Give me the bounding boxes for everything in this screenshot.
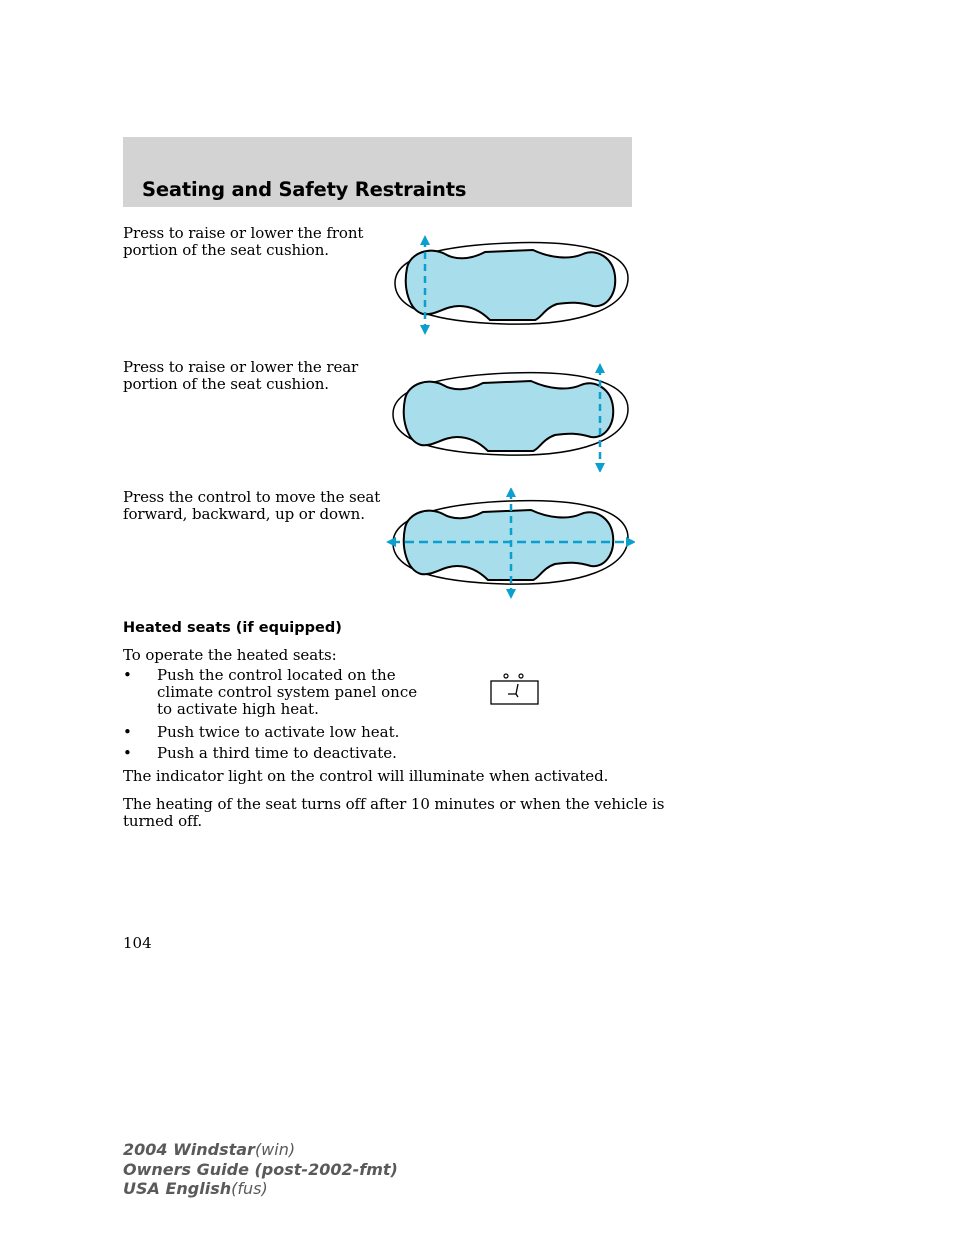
heated-seats-intro: To operate the heated seats: [123, 646, 337, 664]
indicator-paragraph: The indicator light on the control will illuminate when activated. [123, 767, 609, 785]
text-line: Push a third time to deactivate. [157, 744, 397, 762]
seat-front-tilt-control-icon [385, 228, 635, 340]
section-title: Seating and Safety Restraints [142, 178, 467, 201]
text-line: climate control system panel once [157, 683, 418, 701]
seat-four-way-control-icon [385, 488, 635, 600]
footer-language: USA English [123, 1179, 232, 1198]
bullet-dot: • [123, 744, 132, 762]
text-line: Push twice to activate low heat. [157, 723, 400, 741]
four-way-description [123, 489, 380, 523]
text-line: Press the control to move the seat [123, 488, 381, 506]
text-line: The heating of the seat turns off after 10 minutes or when the vehicle is [123, 795, 665, 813]
text-line: Push the control located on the [157, 666, 396, 684]
footer-language-code: (fus) [231, 1179, 268, 1198]
footer-model: 2004 Windstar [123, 1140, 255, 1159]
section-header-band [123, 137, 632, 207]
text-line: turned off. [123, 812, 203, 830]
heated-seats-heading: Heated seats (if equipped) [123, 620, 342, 636]
auto-off-paragraph [123, 796, 664, 830]
text-line: to activate high heat. [157, 700, 319, 718]
seat-rear-tilt-control-icon [385, 354, 635, 472]
front-tilt-description [123, 225, 363, 259]
text-line: Press to raise or lower the rear [123, 358, 359, 376]
text-line: portion of the seat cushion. [123, 375, 329, 393]
rear-tilt-description [123, 359, 358, 393]
text-line: forward, backward, up or down. [123, 505, 365, 523]
text-line: portion of the seat cushion. [123, 241, 329, 259]
text-line: Press to raise or lower the front [123, 224, 364, 242]
bullet-dot: • [123, 666, 132, 684]
bullet-dot: • [123, 723, 132, 741]
footer-model-code: (win) [254, 1140, 296, 1159]
document-footer [123, 1140, 398, 1199]
footer-guide: Owners Guide (post-2002-fmt) [123, 1159, 398, 1179]
page-number: 104 [123, 934, 152, 952]
heated-seat-button-icon [488, 672, 540, 706]
